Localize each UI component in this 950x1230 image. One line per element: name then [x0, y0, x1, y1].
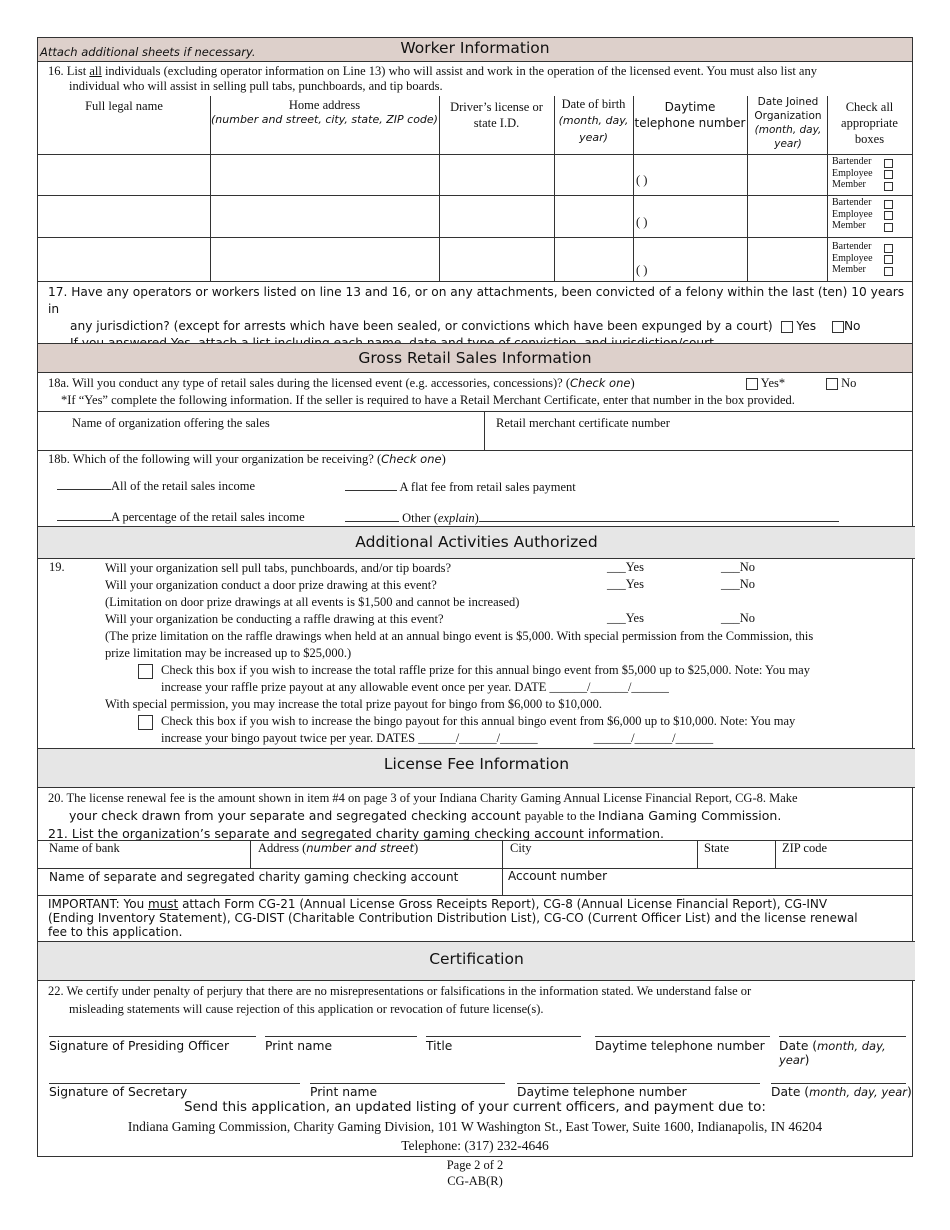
opt-all-income[interactable]: All of the retail sales income: [57, 477, 255, 494]
employee-checkbox[interactable]: [884, 255, 893, 264]
mailing-address: Indiana Gaming Commission, Charity Gaming Division, 101 W Washington St., East Tower, Suite 1600, Indianapolis, IN 46204: [127, 1119, 823, 1134]
q18b-text: 18b. Which of the following will your organization be receiving? (Check one): [48, 452, 446, 466]
col-joined: Date Joined Organization (month, day, year): [754, 96, 822, 150]
state-label: State: [704, 841, 729, 855]
employee-checkbox[interactable]: [884, 211, 893, 220]
employee-checkbox[interactable]: [884, 170, 893, 179]
date-label[interactable]: Date (month, day, year): [779, 1039, 886, 1067]
sig-secretary-label[interactable]: Signature of Secretary: [49, 1085, 188, 1099]
opt-flat-fee[interactable]: A flat fee from retail sales payment: [345, 478, 576, 495]
bank-address-label: Address (number and street): [258, 841, 419, 855]
form-code: CG-AB(R): [447, 1174, 503, 1188]
phone-paren[interactable]: ( ): [636, 173, 648, 187]
worker-section-header: [38, 38, 912, 62]
form-page: [37, 37, 913, 1157]
table-row[interactable]: ( ) Bartender Employee Member: [38, 238, 912, 281]
raffle-increase-checkbox[interactable]: [138, 664, 153, 679]
bartender-checkbox[interactable]: [884, 244, 893, 253]
q17-yes-checkbox[interactable]: [781, 321, 793, 333]
org-name-label: Name of organization offering the sales: [72, 416, 270, 430]
door-no[interactable]: ___No: [721, 577, 756, 591]
phone-paren[interactable]: ( ): [636, 263, 648, 277]
merchant-cert-input[interactable]: [485, 428, 912, 450]
col-dob: Date of birth (month, day, year): [558, 97, 629, 144]
important-note: IMPORTANT: You must attach Form CG-21 (Annual License Gross Receipts Report), CG-8 (Annual License Financial Report), CG-INV (Ending Inventory Statement), CG-DIST (Charitable Contribution Distribution List), CG-CO (Current Officer List) and the license renewal fee to this application.: [48, 897, 858, 939]
additional-section-header: Additional Activities Authorized: [38, 526, 915, 559]
pulltabs-yes[interactable]: ___Yes: [607, 560, 644, 574]
member-checkbox[interactable]: [884, 223, 893, 232]
q17-no-checkbox[interactable]: [832, 321, 844, 333]
q19-block: Will your organization sell pull tabs, punchboards, and/or tip boards? Will your organization conduct a door prize drawing at this event? (Limitation on door prize drawings at all events is $1,500 and cannot be increased) Will your organization be conducting a raffle drawing at this event? (The prize limitation on the raffle drawings when held at an annual bingo event is $5,000. With special permission from the Commission, this prize limitation may be increased up to $25,000.) Check this box if you wish to increase the total raffle prize for this annual bingo event from $5,000 up to $25,000. Note: You may increase your raffle prize payout at any allowable event once per year. DATE ______/______/______ With special permission, you may increase the total prize payout for bingo from $6,000 to $10,000. Check this box if you wish to increase the bingo payout for this annual bingo event from $6,000 up to $10,000. Note: You may increase your bingo payout twice per year. DATES ______/______/______ ______/______/______: [105, 561, 814, 745]
attach-note: Attach additional sheets if necessary.: [40, 45, 256, 59]
table-row[interactable]: ( ) Bartender Employee Member: [38, 196, 912, 237]
phone-label[interactable]: Daytime telephone number: [517, 1085, 687, 1099]
telephone: Telephone: (317) 232-4646: [401, 1138, 549, 1153]
send-instructions: Send this application, an updated listing of your current officers, and payment due to:: [184, 1099, 766, 1115]
cert-section-header: Certification: [38, 941, 915, 981]
retail-section-header: Gross Retail Sales Information: [38, 343, 912, 373]
phone-label[interactable]: Daytime telephone number: [595, 1039, 765, 1053]
col-home-address: Home address (number and street, city, state, ZIP code): [211, 98, 438, 126]
door-yes[interactable]: ___Yes: [607, 577, 644, 591]
org-name-input[interactable]: [38, 428, 484, 450]
col-phone: Daytime telephone number: [634, 100, 746, 130]
q18a-text: 18a. Will you conduct any type of retail sales during the licensed event (e.g. accessories, concessions)? (Check one) Yes* No *If “Yes” complete the following information. If the seller is required to have a Retail Merchant Certificate, enter that number in the box provided.: [48, 376, 857, 407]
worker-section-title: Worker Information: [400, 39, 550, 57]
q19-num: 19.: [49, 560, 65, 574]
member-checkbox[interactable]: [884, 267, 893, 276]
pulltabs-no[interactable]: ___No: [721, 560, 756, 574]
zip-label: ZIP code: [782, 841, 828, 855]
title-label[interactable]: Title: [426, 1039, 453, 1053]
account-number-label: Account number: [508, 869, 608, 883]
member-checkbox[interactable]: [884, 182, 893, 191]
col-license: Driver’s license or state I.D.: [450, 100, 543, 130]
raffle-no[interactable]: ___No: [721, 611, 756, 625]
q20-text: 20. The license renewal fee is the amount shown in item #4 on page 3 of your Indiana Charity Gaming Annual License Financial Report, CG-8. Make your check drawn from your separate and segregated checking account payable to the Indiana Gaming Commission. 21. List the organization’s separate and segregated charity gaming checking account information.: [48, 791, 798, 841]
raffle-yes[interactable]: ___Yes: [607, 611, 644, 625]
bartender-checkbox[interactable]: [884, 200, 893, 209]
q18a-no-checkbox[interactable]: [826, 378, 838, 390]
bartender-checkbox[interactable]: [884, 159, 893, 168]
opt-percentage[interactable]: A percentage of the retail sales income: [57, 508, 305, 525]
col-full-name: Full legal name: [85, 99, 163, 113]
date-label[interactable]: Date (month, day, year): [771, 1085, 912, 1099]
print-name-label[interactable]: Print name: [265, 1039, 333, 1053]
city-label: City: [510, 841, 532, 855]
opt-other[interactable]: Other (explain): [345, 509, 839, 526]
page-number: Page 2 of 2: [446, 1158, 504, 1172]
merchant-cert-label: Retail merchant certificate number: [496, 416, 670, 430]
q18a-yes-checkbox[interactable]: [746, 378, 758, 390]
q22-text: 22. We certify under penalty of perjury that there are no misrepresentations or falsifications in the information stated. We understand false or misleading statements will cause rejection of this application or revocation of future license(s).: [48, 984, 752, 1016]
phone-paren[interactable]: ( ): [636, 215, 648, 229]
q17-text: 17. Have any operators or workers listed on line 13 and 16, or on any attachments, been convicted of a felony within the last (ten) 10 years in any jurisdiction? (except for arrests which have been sealed, or convictions which have been expunged by a court) Yes No: [48, 285, 905, 333]
sig-presiding-label[interactable]: Signature of Presiding Officer: [49, 1039, 230, 1053]
col-check: Check all appropriate boxes: [841, 100, 898, 146]
q16-text: 16. List all individuals (excluding operator information on Line 13) who will assist and work in the operation of the licensed event. You must also list any individual who will assist in selling pull tabs, punchboards, and tip boards.: [48, 64, 817, 93]
bingo-increase-checkbox[interactable]: [138, 715, 153, 730]
print-name-label[interactable]: Print name: [310, 1085, 378, 1099]
bank-name-label: Name of bank: [49, 841, 120, 855]
table-row[interactable]: ( ) Bartender Employee Member: [38, 155, 912, 195]
account-name-label: Name of separate and segregated charity gaming checking account: [49, 870, 459, 884]
fee-section-header: License Fee Information: [38, 748, 915, 788]
